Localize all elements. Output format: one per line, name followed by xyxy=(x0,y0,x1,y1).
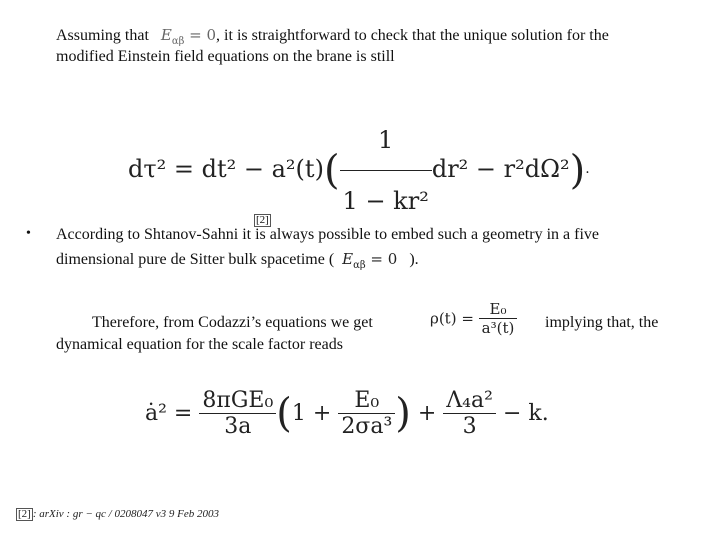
condition-inline-1 xyxy=(160,26,217,47)
fr-frac3 xyxy=(443,388,496,439)
ref-mark-box: [2] xyxy=(256,214,269,226)
para2-line1: According to Shtanov-Sahni it is always possible to embed such a geometry in a five xyxy=(56,226,599,243)
fr-f2-num: E₀ xyxy=(354,388,380,413)
footnote xyxy=(16,508,219,521)
fr-f3-den: 3 xyxy=(443,413,496,439)
fr-frac1 xyxy=(199,388,276,439)
metric-fraction xyxy=(340,110,432,231)
para1-after: , it is straightforward to check that the unique solution for the xyxy=(216,27,609,44)
cond-sub: αβ xyxy=(171,36,185,47)
para3-line2: dynamical equation for the scale factor reads xyxy=(56,336,343,353)
metric-num: 1 xyxy=(378,126,394,154)
para2-before: dimensional pure de Sitter bulk spacetime ( xyxy=(56,251,335,268)
bullet: • xyxy=(26,226,31,241)
cond-rhs: = 0 xyxy=(184,26,217,44)
fr-plus: + xyxy=(410,401,444,426)
fr-paren-open: ( xyxy=(276,390,292,437)
paren-open: ( xyxy=(323,147,340,194)
equation-metric xyxy=(128,110,590,231)
rho-num: E₀ xyxy=(489,300,507,318)
metric-den: 1 − kr² xyxy=(340,170,432,231)
cond-e: E xyxy=(160,26,172,44)
fr-f1-num: 8πGE₀ xyxy=(202,388,274,413)
cond2-e: E xyxy=(342,250,354,268)
cond2-sub: αβ xyxy=(353,260,366,271)
fr-f1-den: 3a xyxy=(199,413,276,439)
fr-f2-den: 2σa³ xyxy=(338,413,395,439)
fr-frac2 xyxy=(338,388,395,439)
fr-one-plus: 1 + xyxy=(291,401,339,426)
condition-inline-2 xyxy=(342,250,398,271)
fr-lhs: ȧ² = xyxy=(145,401,200,426)
fr-tail: − k. xyxy=(495,401,549,426)
para1-before: Assuming that xyxy=(56,27,149,44)
rho-den: a³(t) xyxy=(479,318,518,337)
equation-rho xyxy=(430,300,517,337)
fr-f3-num: Λ₄a² xyxy=(446,388,493,413)
footnote-ref: [2] xyxy=(18,508,31,520)
para3-line1-before: Therefore, from Codazzi’s equations we get xyxy=(92,314,373,331)
rho-lhs: ρ(t) = xyxy=(430,309,479,328)
equation-friedmann xyxy=(145,388,549,439)
metric-dot: · xyxy=(585,165,590,181)
fr-paren-close: ) xyxy=(395,390,411,437)
metric-lhs: dτ² = dt² − a²(t) xyxy=(128,155,324,183)
footnote-text: : arXiv : gr − qc / 0208047 v3 9 Feb 2003 xyxy=(32,508,219,520)
para2-line2 xyxy=(56,248,419,277)
rho-fraction xyxy=(479,300,518,337)
metric-rest: dr² − r²dΩ² xyxy=(431,155,570,183)
para2-after: ). xyxy=(409,251,419,268)
para1-line2: modified Einstein field equations on the brane is still xyxy=(56,48,395,65)
paren-close: ) xyxy=(569,147,586,194)
para3-line1-after: implying that, the xyxy=(545,314,659,331)
cond2-rhs: = 0 xyxy=(365,250,398,268)
